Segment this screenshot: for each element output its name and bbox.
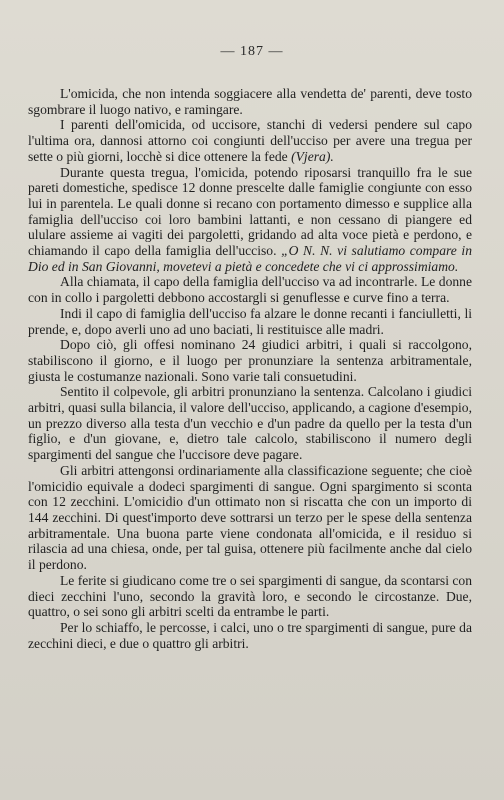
paragraph-7 [28, 384, 472, 463]
paragraph-text: Gli arbitri attengonsi ordinariamente alla classificazione seguente; che cioè l'omicidio equivale a dodeci spargimenti di sangue. Ogni spargimento si sconta con 12 zecchini. L'omicidio d'un ottimato non si riscatta che con un importo di 144 zecchini. Di quest'importo deve sottrarsi un terzo per le spese della sentenza arbitramentale. Una buona parte viene condonata all'omicida, e il residuo si rilascia ad una chiesa, onde, per tal guisa, ottenere più facilmente anche dal cielo il perdono. [28, 462, 472, 573]
paragraph-text: Durante questa tregua, l'omicida, potendo riposarsi tranquillo fra le sue pareti domestiche, spedisce 12 donne prescelte dalle famiglie congiunte con esso lui in parentela. Le quali donne si recano con portamento dimesso e supplice alla famiglia dell'ucciso coi loro bambini lattanti, e non cessano di piangere ed ululare assieme ai vagiti dei pargoletti, gridando ad alta voce pietà e perdono, e chiamando il capo della famiglia dell'ucciso. [28, 164, 472, 259]
paragraph-8 [28, 463, 472, 573]
paragraph-9 [28, 573, 472, 620]
paragraph-text: L'omicida, che non intenda soggiacere alla vendetta de' parenti, deve tosto sgombrare il luogo nativo, e ramingare. [28, 86, 472, 117]
paragraph-italic-text: (Vjera). [291, 148, 334, 164]
paragraph-6 [28, 337, 472, 384]
body-text [28, 86, 472, 651]
paragraph-text: Dopo ciò, gli offesi nominano 24 giudici arbitri, i quali si raccolgono, stabiliscono il giorno, e il luogo per pronunziare la sentenza arbitramentale, giusta le costumanze nazionali. Sono varie tali consuetudini. [28, 337, 472, 384]
paragraph-5 [28, 306, 472, 337]
paragraph-text: Per lo schiaffo, le percosse, i calci, uno o tre spargimenti di sangue, pure da zecchini dieci, e due o quattro gli arbitri. [28, 619, 472, 651]
paragraph-text: Le ferite si giudicano come tre o sei spargimenti di sangue, da scontarsi con dieci zecchini l'uno, secondo la gravità loro, e secondo le circostanze. Due, quattro, o sei sono gli arbitri scelti da entrambe le parti. [28, 572, 472, 620]
paragraph-4 [28, 274, 472, 305]
paragraph-text: Sentito il colpevole, gli arbitri pronunziano la sentenza. Calcolano i giudici arbitri, quasi sulla bilancia, il valore dell'ucciso, applicando, a cagione d'esempio, un prezzo diverso alla testa d'un vecchio e d'un padre da quello per la testa d'un figlio, e d'un giovane, e, dietro tale calcolo, stabiliscono il numero degli spargimenti del sangue che l'uccisore deve pagare. [28, 384, 472, 463]
paragraph-italic-text: „O N. N. vi salutiamo compare in Dio ed in San Giovanni, movetevi a pietà e concedete che vi ci approssimiamo. [28, 243, 472, 274]
page-number: — 187 — [220, 44, 284, 59]
paragraph-3 [28, 165, 472, 275]
paragraph-10 [28, 620, 472, 651]
paragraph-text: Indi il capo di famiglia dell'ucciso fa alzare le donne recanti i fanciulletti, li prende, e, dopo averli uno ad uno baciati, li restituisce alle madri. [28, 305, 472, 337]
paragraph-text: Alla chiamata, il capo della famiglia dell'ucciso va ad incontrarle. Le donne con in collo i pargoletti debbono accostargli si genuflesse e curve fino a terra. [28, 274, 472, 306]
paragraph-2 [28, 117, 472, 164]
paragraph-1 [28, 86, 472, 117]
paragraph-text: I parenti dell'omicida, od uccisore, stanchi di vedersi pendere sul capo l'ultima ora, dannosi attorno coi congiunti dell'ucciso per avere una tregua per sette o più giorni, locchè si dice ottenere la fede [28, 117, 472, 164]
